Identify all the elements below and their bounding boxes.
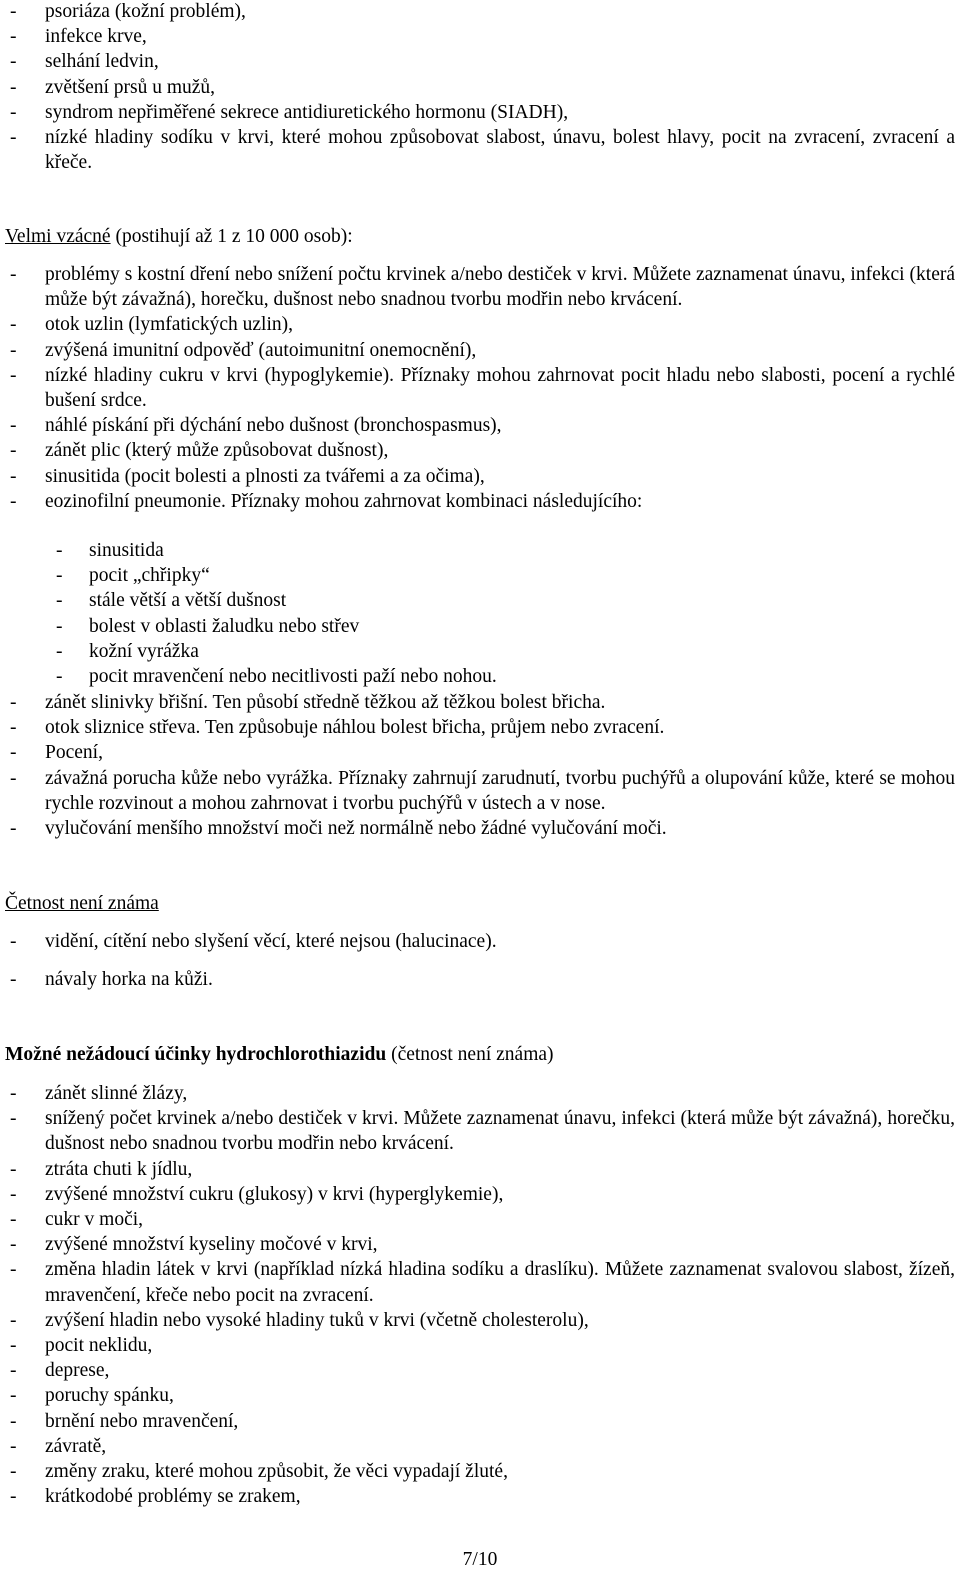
list-marker: - (10, 127, 17, 149)
list-marker: - (10, 818, 17, 840)
heading-underlined: Velmi vzácné (5, 226, 111, 247)
list-item: - brnění nebo mravenčení, (0, 1409, 960, 1434)
list-item: - poruchy spánku, (0, 1383, 960, 1408)
list-item: - ztráta chuti k jídlu, (0, 1157, 960, 1182)
list-item: - otok sliznice střeva. Ten způsobuje náhlou bolest břicha, průjem nebo zvracení. (0, 715, 960, 740)
list-item: - změna hladin látek v krvi (například nízká hladina sodíku a draslíku). Můžete zaznamenat svalovou slabost, žízeň, mravenčení, křeče nebo pocit na zvracení. (10, 1259, 955, 1306)
sublist-item: - stále větší a větší dušnost (0, 588, 960, 613)
list-item: - selhání ledvin, (0, 49, 960, 74)
list-marker: - (10, 1486, 17, 1508)
list-marker: - (10, 339, 17, 361)
list-item: - psoriáza (kožní problém), (0, 0, 960, 24)
sublist-item: - pocit mravenčení nebo necitlivosti paží nebo nohou. (0, 664, 960, 689)
list-item: - zvýšená imunitní odpověď (autoimunitní onemocnění), (0, 338, 960, 363)
list-item: - nízké hladiny sodíku v krvi, které mohou způsobovat slabost, únavu, bolest hlavy, pocit na zvracení, zvracení a křeče. (10, 127, 955, 174)
list-marker: - (10, 264, 17, 285)
eosinophilic-pneumonia-sublist (0, 538, 960, 689)
list-marker: - (10, 314, 17, 336)
list-item: - závažná porucha kůže nebo vyrážka. Příznaky zahrnují zarudnutí, tvorbu puchýřů a olupování kůže, které se mohou rychle rozvinout a mohou zahrnovat i tvorbu puchýřů v ústech a v nose. (10, 767, 955, 814)
list-marker: - (10, 26, 17, 48)
list-marker: - (56, 615, 63, 637)
list-item: - změny zraku, které mohou způsobit, že věci vypadají žluté, (0, 1459, 960, 1484)
list-item: - pocit neklidu, (0, 1333, 960, 1358)
list-item: - deprese, (0, 1358, 960, 1383)
list-item: - sinusitida (pocit bolesti a plnosti za tvářemi a za očima), (0, 464, 960, 489)
list-item: - zvýšení hladin nebo vysoké hladiny tuků v krvi (včetně cholesterolu), (0, 1308, 960, 1333)
list-item: - snížený počet krvinek a/nebo destiček v krvi. Můžete zaznamenat únavu, infekci (která může být závažná), horečku, dušnost nebo snadnou tvorbu modřin nebo krvácení. (10, 1108, 955, 1155)
section-heading-very-rare: Velmi vzácné (postihují až 1 z 10 000 osob): (5, 226, 353, 247)
list-marker: - (10, 1209, 17, 1231)
list-item: - cukr v moči, (0, 1207, 960, 1232)
section-heading-hydrochlorothiazide: Možné nežádoucí účinky hydrochlorothiazidu (četnost není známa) (5, 1044, 554, 1065)
list-marker: - (10, 742, 17, 764)
list-item: - náhlé pískání při dýchání nebo dušnost (bronchospasmus), (0, 413, 960, 438)
list-marker: - (10, 1234, 17, 1256)
list-marker: - (10, 490, 17, 512)
list-item: - nízké hladiny cukru v krvi (hypoglykemie). Příznaky mohou zahrnovat pocit hladu nebo slabosti, pocení a rychlé bušení srdce. (10, 364, 955, 412)
list-item: - eozinofilní pneumonie. Příznaky mohou zahrnovat kombinaci následujícího: (0, 489, 960, 514)
list-marker: - (10, 76, 17, 98)
list-marker: - (56, 590, 63, 612)
side-effects-list-1 (0, 0, 960, 175)
list-marker: - (10, 1410, 17, 1432)
list-item: - zánět slinné žlázy, (0, 1081, 960, 1106)
list-marker: - (56, 540, 63, 561)
list-marker: - (10, 1083, 17, 1104)
list-marker: - (56, 640, 63, 662)
list-item: - zánět plic (který může způsobovat dušnost), (0, 438, 960, 463)
list-item: - syndrom nepřiměřené sekrece antidiuretického hormonu (SIADH), (0, 100, 960, 125)
list-marker: - (10, 1309, 17, 1331)
side-effects-list-3 (0, 690, 960, 841)
list-item: - krátkodobé problémy se zrakem, (0, 1484, 960, 1509)
list-marker: - (10, 1360, 17, 1382)
list-marker: - (10, 1259, 17, 1281)
list-marker: - (10, 1435, 17, 1457)
list-marker: - (10, 440, 17, 462)
list-marker: - (10, 767, 17, 789)
list-item: - problémy s kostní dření nebo snížení počtu krvinek a/nebo destiček v krvi. Můžete zaznamenat únavu, infekci (která může být závažná), horečku, dušnost nebo snadnou tvorbu modřin nebo krvácení. (10, 264, 955, 311)
list-item: - vidění, cítění nebo slyšení věcí, které nejsou (halucinace). (0, 929, 960, 954)
list-marker: - (10, 364, 17, 386)
list-marker: - (10, 1461, 17, 1483)
list-marker: - (10, 1385, 17, 1407)
list-marker: - (10, 51, 17, 73)
list-marker: - (10, 101, 17, 123)
sublist-item: - sinusitida (0, 538, 960, 563)
list-marker: - (10, 692, 17, 713)
section-heading-unknown-frequency: Četnost není známa (5, 893, 159, 914)
list-marker: - (10, 1183, 17, 1205)
list-marker: - (56, 565, 63, 587)
list-marker: - (10, 1, 17, 22)
side-effects-list-very-rare (0, 262, 960, 514)
side-effects-list-hydrochlorothiazide (0, 1081, 960, 1509)
list-item: - zvýšené množství kyseliny močové v krvi, (0, 1232, 960, 1257)
list-item: - závratě, (0, 1434, 960, 1459)
side-effects-list-unknown-frequency (0, 929, 960, 992)
page-number: 7/10 (462, 1549, 498, 1570)
list-item: - infekce krve, (0, 24, 960, 49)
list-marker: - (10, 931, 17, 952)
list-marker: - (10, 717, 17, 739)
list-item: - zvětšení prsů u mužů, (0, 75, 960, 100)
list-marker: - (10, 415, 17, 437)
list-marker: - (10, 1108, 17, 1130)
sublist-item: - pocit „chřipky“ (0, 563, 960, 588)
list-item: - otok uzlin (lymfatických uzlin), (0, 312, 960, 337)
list-marker: - (10, 1335, 17, 1357)
list-marker: - (10, 969, 17, 991)
list-item: - Pocení, (0, 740, 960, 765)
list-marker: - (56, 666, 63, 688)
list-marker: - (10, 1158, 17, 1180)
list-item: - vylučování menšího množství moči než normálně nebo žádné vylučování moči. (0, 816, 960, 841)
list-item: - zánět slinivky břišní. Ten působí středně těžkou až těžkou bolest břicha. (0, 690, 960, 715)
list-item: - návaly horka na kůži. (0, 967, 960, 992)
list-marker: - (10, 465, 17, 487)
sublist-item: - kožní vyrážka (0, 639, 960, 664)
sublist-item: - bolest v oblasti žaludku nebo střev (0, 614, 960, 639)
list-item: - zvýšené množství cukru (glukosy) v krvi (hyperglykemie), (0, 1182, 960, 1207)
